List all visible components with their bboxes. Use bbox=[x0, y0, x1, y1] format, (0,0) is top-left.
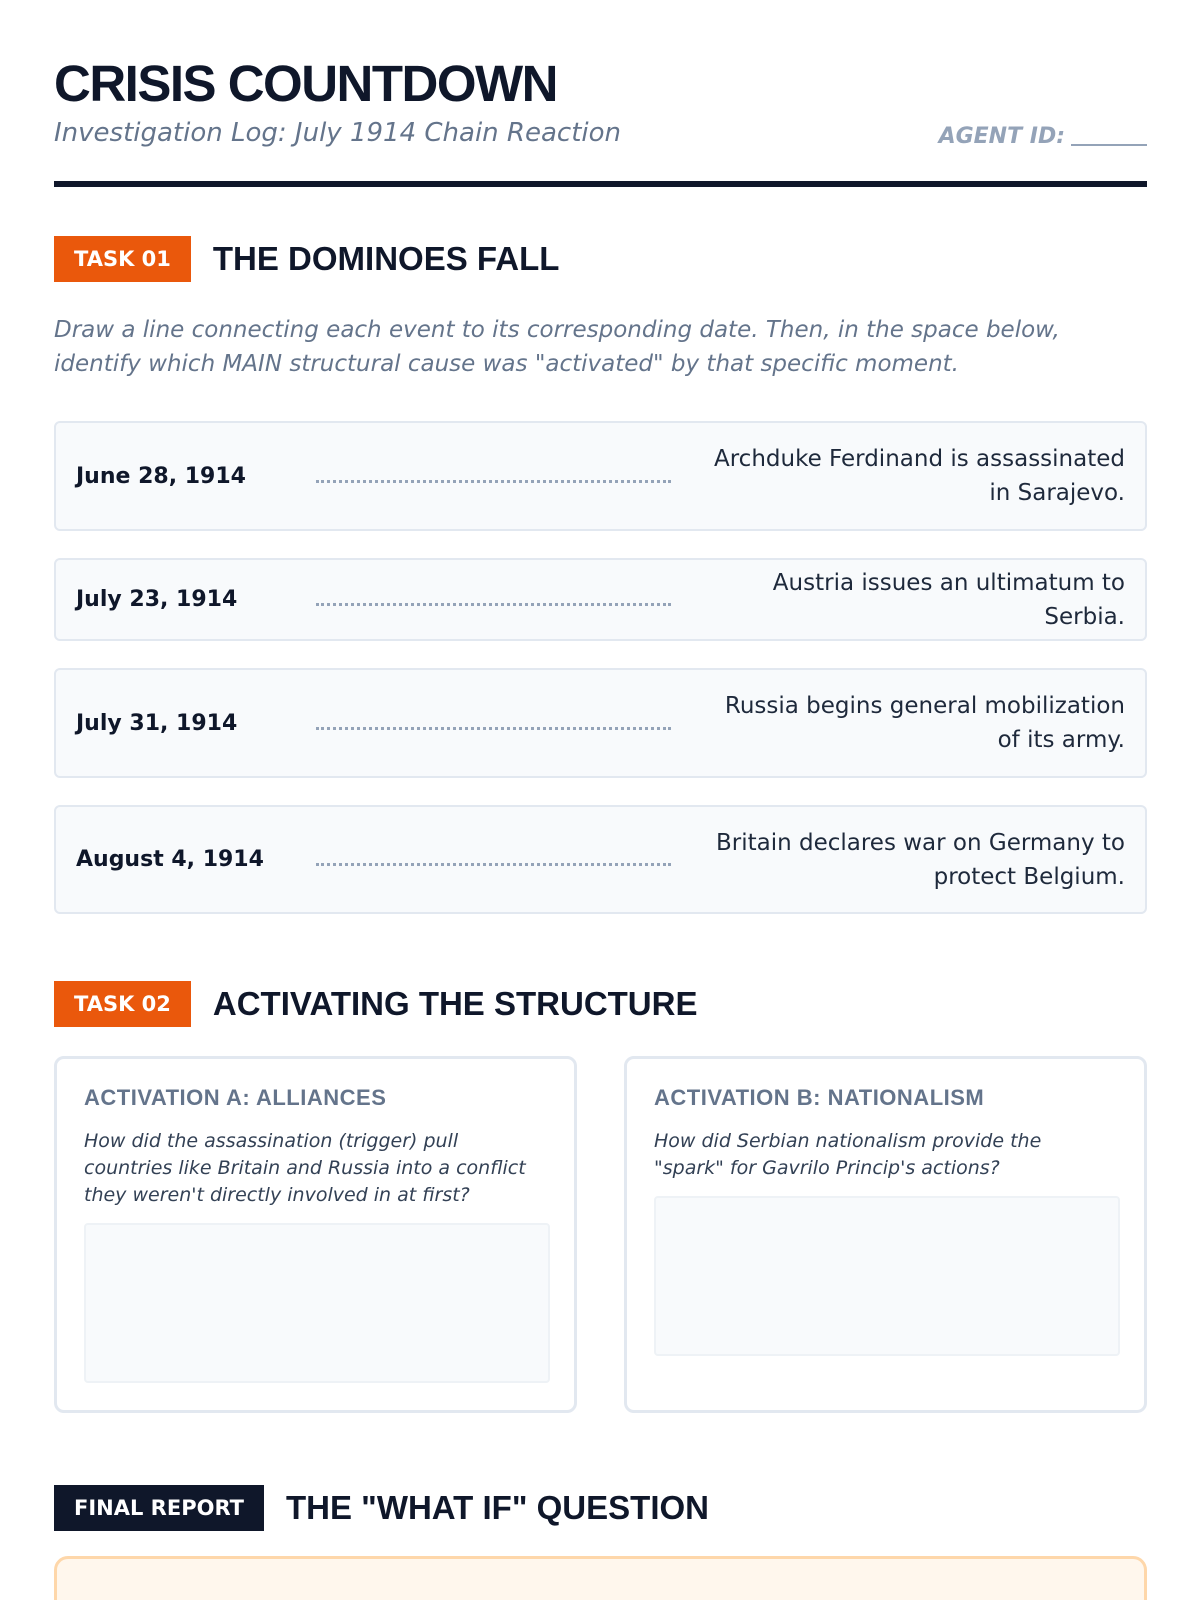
event-date: August 4, 1914 bbox=[76, 847, 264, 872]
connector-line bbox=[316, 603, 671, 606]
task1-heading bbox=[54, 236, 559, 282]
task2-title: ACTIVATING THE STRUCTURE bbox=[212, 985, 698, 1022]
timeline-row[interactable] bbox=[54, 558, 1147, 641]
task2-heading bbox=[54, 981, 697, 1027]
task1-instructions: Draw a line connecting each event to its corresponding date. Then, in the space below, identify which MAIN structural cause was "activated" by that specific moment. bbox=[54, 317, 1060, 377]
final-title: THE "WHAT IF" QUESTION bbox=[286, 1489, 709, 1526]
agent-id-blank[interactable] bbox=[1071, 144, 1147, 146]
event-date: July 31, 1914 bbox=[76, 710, 238, 736]
task2-tag: TASK 02 bbox=[54, 981, 191, 1027]
card-question: How did Serbian nationalism provide the "spark" for Gavrilo Princip's actions? bbox=[654, 1130, 1042, 1179]
connector-line bbox=[316, 863, 671, 866]
event-date: June 28, 1914 bbox=[76, 463, 246, 489]
answer-box[interactable] bbox=[84, 1223, 550, 1383]
page-subtitle: Investigation Log: July 1914 Chain Reaction bbox=[54, 118, 621, 148]
event-description: Russia begins general mobilization of its army. bbox=[724, 693, 1125, 753]
answer-box[interactable] bbox=[654, 1196, 1120, 1356]
card-title: ACTIVATION B: NATIONALISM bbox=[654, 1085, 985, 1110]
agent-id-field[interactable] bbox=[939, 124, 1147, 149]
worksheet-page bbox=[54, 0, 1147, 1600]
event-description: Archduke Ferdinand is assassinated in Sarajevo. bbox=[713, 446, 1125, 506]
event-date: July 23, 1914 bbox=[76, 587, 238, 612]
event-description: Britain declares war on Germany to protect Belgium. bbox=[715, 829, 1125, 890]
agent-id-label: AGENT ID: bbox=[938, 124, 1065, 149]
final-answer-box[interactable] bbox=[54, 1556, 1147, 1600]
activation-card-alliances bbox=[54, 1056, 577, 1413]
card-question: How did the assassination (trigger) pull countries like Britain and Russia into a conflict they weren't directly involved in at first? bbox=[84, 1130, 526, 1206]
timeline-row[interactable] bbox=[54, 668, 1147, 778]
connector-line bbox=[316, 480, 671, 483]
task1-title: THE DOMINOES FALL bbox=[212, 240, 560, 277]
connector-line bbox=[316, 727, 671, 730]
final-tag: FINAL REPORT bbox=[54, 1485, 264, 1531]
timeline-row[interactable] bbox=[54, 421, 1147, 531]
final-heading bbox=[54, 1485, 709, 1531]
task1-tag: TASK 01 bbox=[54, 236, 191, 282]
header-divider bbox=[54, 181, 1147, 187]
timeline-row[interactable] bbox=[54, 805, 1147, 914]
page-title: CRISIS COUNTDOWN bbox=[54, 55, 557, 112]
event-description: Austria issues an ultimatum to Serbia. bbox=[772, 569, 1125, 630]
activation-card-nationalism bbox=[624, 1056, 1147, 1413]
card-title: ACTIVATION A: ALLIANCES bbox=[84, 1085, 387, 1110]
